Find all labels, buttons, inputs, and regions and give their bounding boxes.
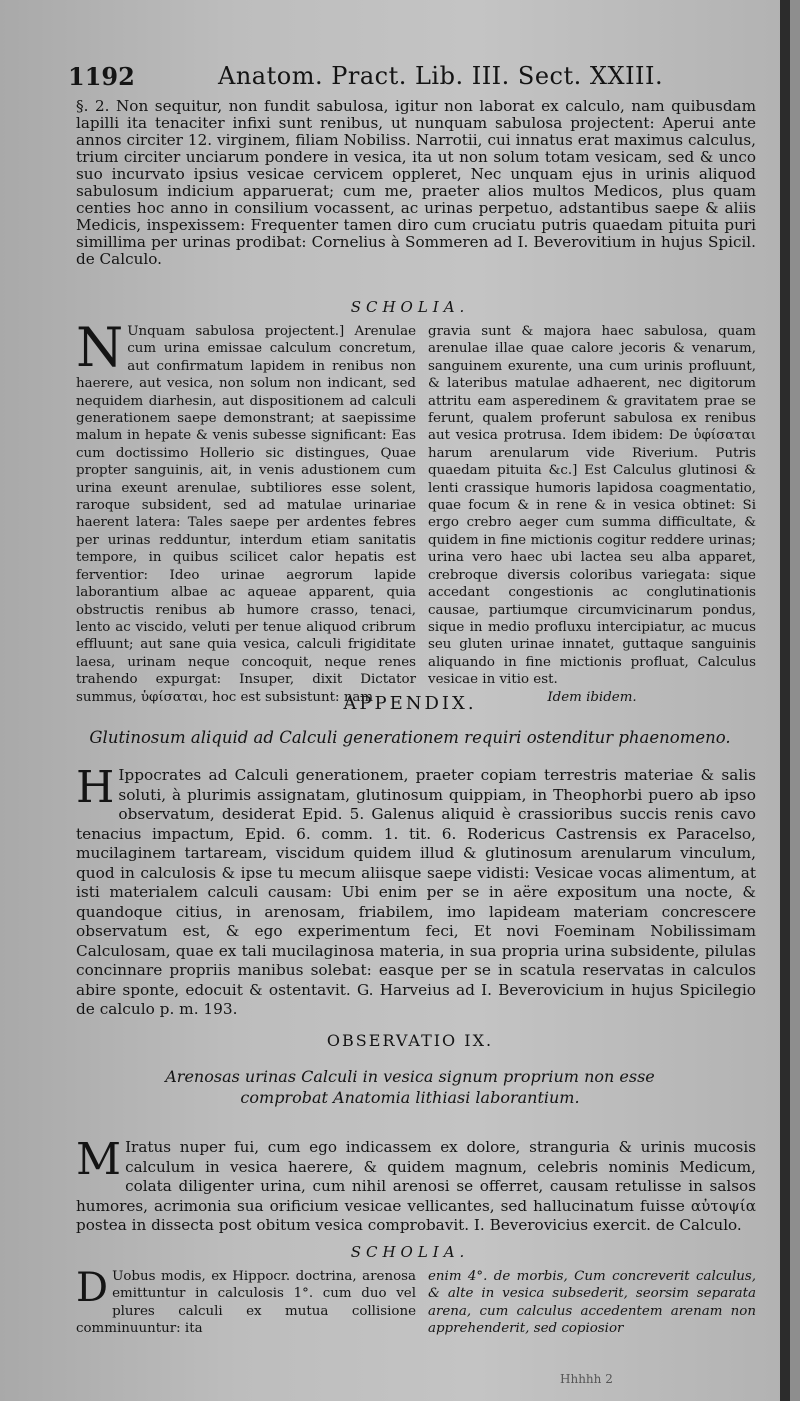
scholia-right-signature: Idem ibidem. bbox=[547, 689, 637, 705]
drop-capital: H bbox=[76, 762, 115, 813]
scholia2-left-text: Uobus modis, ex Hippocr. doctrina, arenosa emittuntur in calculosis 1°. cum duo vel plures calculi ex mutua collisione comminuuntur: ita bbox=[76, 1269, 416, 1337]
observatio-heading: OBSERVATIO IX. bbox=[326, 1031, 494, 1050]
scholia-left-text: Unquam sabulosa projectent.] Arenulae cum urina emissae calculum concretum, aut confirmatum lapidem in renibus non haerere, aut vesica, non solum non indicant, sed nequidem diarhesin, aut dispositionem ad calculi generationem saepe demonstrant; at saepissime malum in hepate & venis subesse significant: Eas cum doctissimo Hollerio sic distingues, Quae propter sanguinis, ait, in venis adustionem cum urina exeunt arenulae, subtiliores esse solent, raroque subsident, sed ad matulae urinariae haerent latera: Tales saepe per ardentes febres per urinas redduntur, interdum etiam sanitatis tempore, in quibus scilicet calor hepatis est ferventior: Ideo urinae aegrorum lapide laborantium albae ac aqueae apparent, quia obstructis renibus ab humore crasso, tenaci, lento ac viscido, veluti per tenue aliquod cribrum effluunt; aut sane quia vesica, calculi frigiditate laesa, urinam neque concoquit, neque renes trahendo expurgat: Insuper, dixit Dictator summus, ὑφίσαται, hoc est subsistunt: nam bbox=[76, 324, 416, 705]
drop-capital: M bbox=[76, 1134, 122, 1185]
scholia-right-text: gravia sunt & majora haec sabulosa, quam arenulae illae quae calore jecoris & venarum, sanguinem exurente, una cum urinis profluunt, & lateribus matulae adhaerent, nec digitorum attritu eam asperedinem & gravitatem prae se ferunt, qualem proferunt sabulosa ex renibus aut vesica protrusa. Idem ibidem: De ὑφίσαται harum arenularum vide Riverium. Putris quaedam pituita &c.] Est Calculus glutinosi & lenti crassique humoris lapidosa coagmentatio, quae focum & in rene & in vesica obtinet: Si ergo crebro aeger cum summa difficultate, & quidem in fine mictionis cogitur reddere urinas; urina vero haec ubi lactea seu alba apparet, crebroque diversis coloribus variegata: sique accedant congestionis ac conglutinationis causae, partiumque circumvicinarum pondus, sique in medio profluxu intercipiatur, ac mucus seu gluten urinae innatet, guttaque sanguinis aliquando in fine mictionis profluat, Calculus vesicae in vitio est. bbox=[428, 324, 756, 688]
scholia-heading: SCHOLIA. bbox=[350, 298, 470, 316]
section-paragraph: §. 2. Non sequitur, non fundit sabulosa, igitur non laborat ex calculo, nam quibusdam lapilli ita tenaciter infixi sunt renibus, ut nunquam sabulosa projectent: Aperui ante annos circiter 12. virginem, filiam Nobiliss. Narrotii, cui innatus erat maximus calculus, trium circiter unciarum pondere in vesica, ita ut non solum totam vesicam, sed & unco suo incurvato ipsius vesicae cervicem oppleret, Nec unquam ejus in urinis aliquod sabulosum indicium apparuerat; cum me, praeter alios multos Medicos, plus quam centies hoc anno in consilium vocassent, ac urinas perpetuo, adstantibus saepe & aliis Medicis, inspexissem: Frequenter tamen diro cum cruciatu putris quaedam pituita puri simillima per urinas prodibat: Cornelius à Sommeren ad I. Beverovitium in hujus Spicil. de Calculo. bbox=[76, 97, 756, 268]
page-number: 1192 bbox=[68, 62, 135, 91]
appendix-text: Ippocrates ad Calculi generationem, praeter copiam terrestris materiae & salis soluti, à plurimis assignatam, glutinosum quippiam, in Theophorbi puero ab ipso observatum, desiderat Epid. 5. Galenus aliquid è crassioribus succis renis cavo tenacius impactum, Epid. 6. comm. 1. tit. 6. Rodericus Castrensis ex Paracelso, mucilaginem tartaream, viscidum quidem illud & glutinosum arenularum vinculum, quod in calculosis & ipse tu mecum aliisque saepe vidisti: Vesicae vocas alimentum, at isti materialem calculi causam: Ubi enim per se in aëre expositum una nocte, & quandoque citius, in arenosam, friabilem, imo lapideam materiam concrescere observatum est, & ego experimentum feci, Et novi Foeminam Nobilissimam Calculosam, quae ex tali mucilaginosa materia, in sua propria urina subsidente, pilulas concinnare propriis manibus solebat: easque per se in scatula reservatas in calculos abire sponte, edocuit & ostentavit. G. Harveius ad I. Beverovicium in hujus Spicilegio de calculo p. m. 193. bbox=[76, 766, 756, 1018]
appendix-subheading: Glutinosum aliquid ad Calculi generationem requiri ostenditur phaenomeno. bbox=[89, 728, 731, 747]
scholia2-column-right bbox=[428, 1268, 756, 1338]
page-edge-shadow bbox=[780, 0, 790, 1401]
observatio-paragraph bbox=[76, 1134, 756, 1236]
appendix-paragraph bbox=[76, 762, 756, 1020]
scholia2-right-text: enim 4°. de morbis, Cum concreverit calculus, & alte in vesica subsederit, seorsim separata arena, cum calculus accedentem arenam non apprehenderit, sed copiosior bbox=[428, 1269, 756, 1337]
scholia2-column-left bbox=[76, 1265, 416, 1338]
drop-capital: D bbox=[76, 1265, 109, 1311]
observatio-text: Iratus nuper fui, cum ego indicassem ex dolore, stranguria & urinis mucosis calculum in vesica haerere, & quidem magnum, celebris nominis Medicum, colata diligenter urina, cum nihil arenosi se offerret, causam retulisse in salsos humores, acrimonia sua orificium vesicae vellicantes, sed hallucinatum fuisse αὐτοψία postea in dissecta post obitum vesica comprobavit. I. Beverovicius exercit. de Calculo. bbox=[76, 1138, 756, 1235]
drop-capital: N bbox=[76, 316, 124, 379]
signature-mark: Hhhhh 2 bbox=[560, 1372, 613, 1386]
scholia-column-left bbox=[76, 316, 416, 706]
running-header bbox=[68, 62, 768, 96]
scholia-column-right bbox=[428, 323, 756, 706]
observatio-subheading: Arenosas urinas Calculi in vesica signum proprium non esse comprobat Anatomia lithiasi laborantium. bbox=[165, 1067, 655, 1107]
running-title: Anatom. Pract. Lib. III. Sect. XXIII. bbox=[218, 62, 664, 90]
appendix-heading: APPENDIX. bbox=[343, 693, 477, 714]
scholia-heading: SCHOLIA. bbox=[350, 1243, 470, 1261]
